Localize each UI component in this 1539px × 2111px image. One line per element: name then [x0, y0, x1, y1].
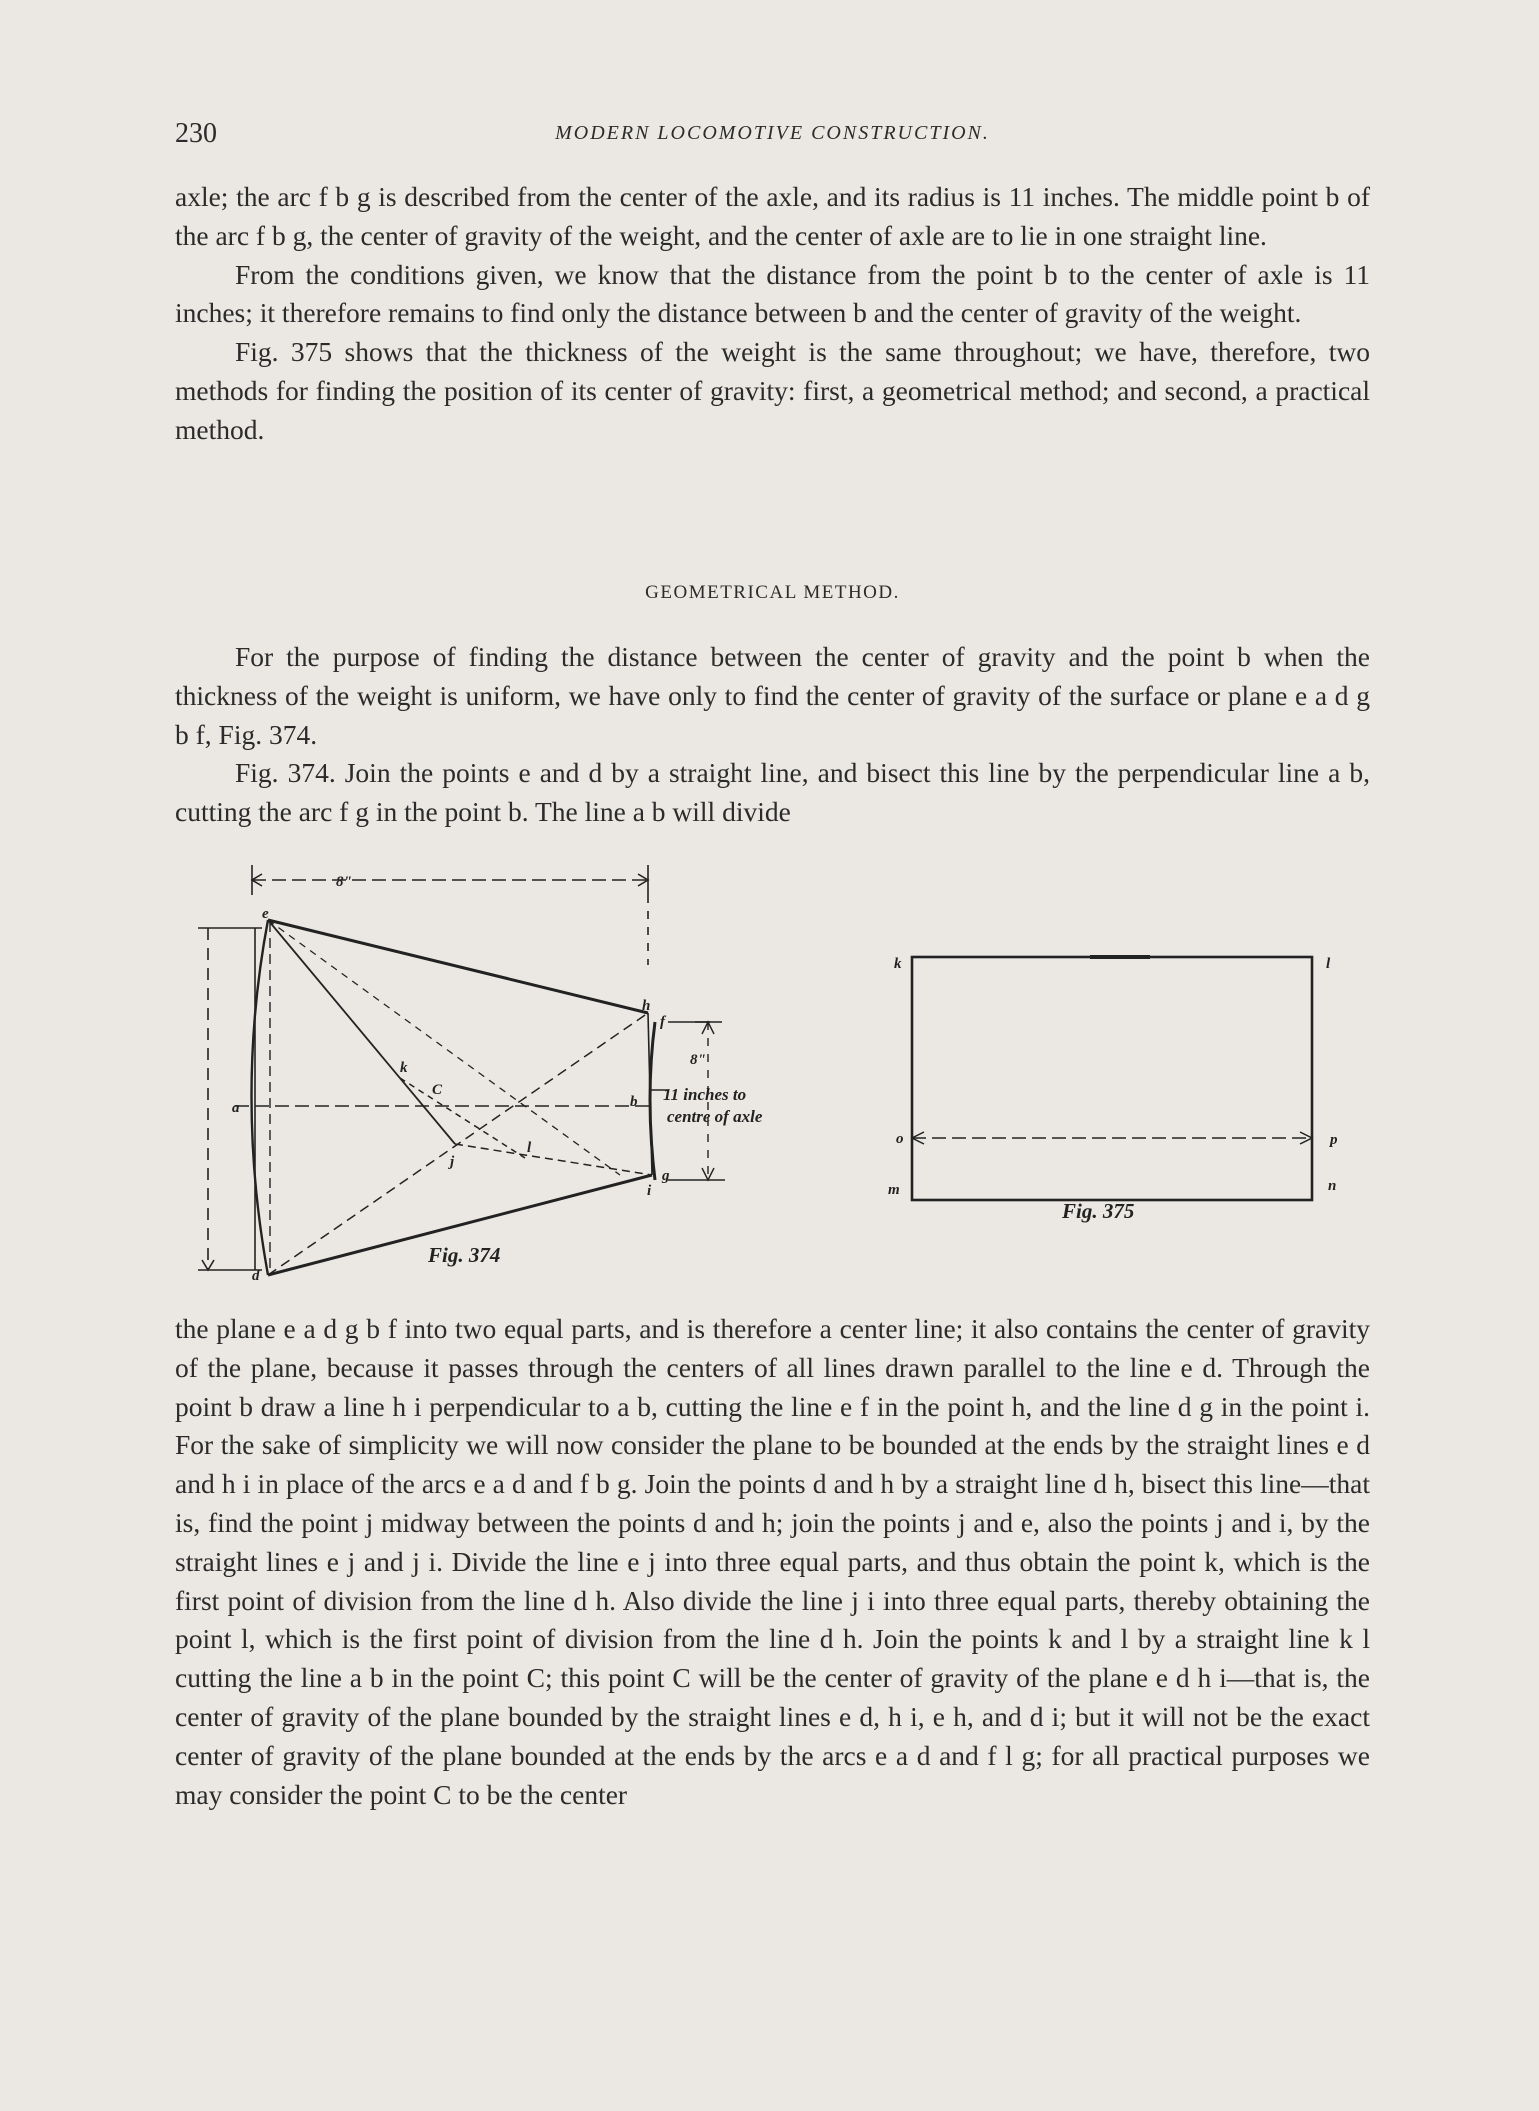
top-text-block — [175, 178, 1370, 450]
point-label-k-375: k — [894, 956, 902, 972]
point-label-k: k — [400, 1060, 408, 1076]
paragraph: Fig. 374. Join the points e and d by a straight line, and bisect this line by the perpendicular line a b, cutting the arc f g in the point b. The line a b will divide — [175, 757, 1370, 828]
point-label-o-375: o — [896, 1131, 904, 1147]
figure-374-labels — [232, 874, 763, 1284]
point-label-n-375: n — [1328, 1178, 1337, 1194]
paragraph: Fig. 375 shows that the thickness of the weight is the same throughout; we have, therefore, two methods for finding the position of its center of gravity: first, a geometrical method; and second, a practical method. — [175, 336, 1370, 445]
fig-374-caption: Fig. 374 — [428, 1243, 501, 1267]
point-label-m-375: m — [888, 1182, 900, 1198]
point-label-l: l — [527, 1140, 532, 1156]
axle-note-line-1: 11 inches to — [663, 1085, 747, 1104]
dim-top-label: 8" — [336, 874, 352, 890]
point-label-j: j — [450, 1154, 455, 1170]
page-number: 230 — [175, 118, 217, 149]
figures-drawing — [0, 850, 1539, 1300]
point-label-C: C — [432, 1082, 443, 1098]
point-label-h: h — [642, 998, 651, 1014]
point-label-i: i — [647, 1183, 652, 1199]
point-label-g: g — [662, 1168, 670, 1184]
bottom-text-block — [175, 1310, 1370, 1814]
point-label-f: f — [660, 1014, 665, 1030]
figures-area — [0, 850, 1539, 1300]
point-label-e: e — [262, 906, 269, 922]
point-label-b: b — [630, 1094, 638, 1110]
point-label-a: a — [232, 1100, 240, 1116]
page-header — [175, 118, 1370, 158]
fig-375-caption: Fig. 375 — [1062, 1199, 1135, 1223]
paragraph: the plane e a d g b f into two equal parts, and is therefore a center line; it also contains the center of gravity of the plane, because it passes through the centers of all lines drawn parallel to the line e d. Through the point b draw a line h i perpendicular to a b, cutting the line e f in the point h, and the line d g in the point i. For the sake of simplicity we will now consider the plane to be bounded at the ends by the straight lines e d and h i in place of the arcs e a d and f b g. Join the points d and h by a straight line d h, bisect this line—that is, find the point j midway between the points d and h; join the points j and e, also the points j and i, by the straight lines e j and j i. Divide the line e j into three equal parts, and thus obtain the point k, which is the first point of division from the line d h. Also divide the line j i into three equal parts, thereby obtaining the point l, which is the first point of division from the line d h. Join the points k and l by a straight line k l cutting the line a b in the point C; this point C will be the center of gravity of the plane e d h i—that is, the center of gravity of the plane bounded by the straight lines e d, h i, e h, and d i; but it will not be the exact center of gravity of the plane bounded at the ends by the arcs e a d and f l g; for all practical purposes we may consider the point C to be the center — [175, 1313, 1370, 1810]
paragraph: From the conditions given, we know that the distance from the point b to the center of axle is 11 inches; it therefore remains to find only the distance between b and the center of gravity of the weight. — [175, 258, 1370, 329]
figure-375-labels — [888, 956, 1338, 1223]
figure-375 — [912, 957, 1312, 1200]
paragraph: For the purpose of finding the distance between the center of gravity and the point b when the thickness of the weight is uniform, we have only to find the center of gravity of the surface or plane e a d g b f, Fig. 374. — [175, 641, 1370, 750]
paragraph: axle; the arc f b g is described from the center of the axle, and its radius is 11 inches. The middle point b of the arc f b g, the center of gravity of the weight, and the center of axle are to lie in one straight line. — [175, 181, 1370, 251]
section-text-block — [175, 638, 1370, 832]
section-heading: GEOMETRICAL METHOD. — [645, 582, 900, 603]
point-label-l-375: l — [1326, 956, 1331, 972]
axle-note-line-2: centre of axle — [667, 1107, 763, 1126]
dim-right-label: 8" — [690, 1052, 706, 1068]
point-label-d: d — [252, 1268, 260, 1284]
figure-374 — [198, 865, 725, 1275]
point-label-p-375: p — [1330, 1132, 1338, 1148]
running-title: MODERN LOCOMOTIVE CONSTRUCTION. — [555, 122, 990, 144]
